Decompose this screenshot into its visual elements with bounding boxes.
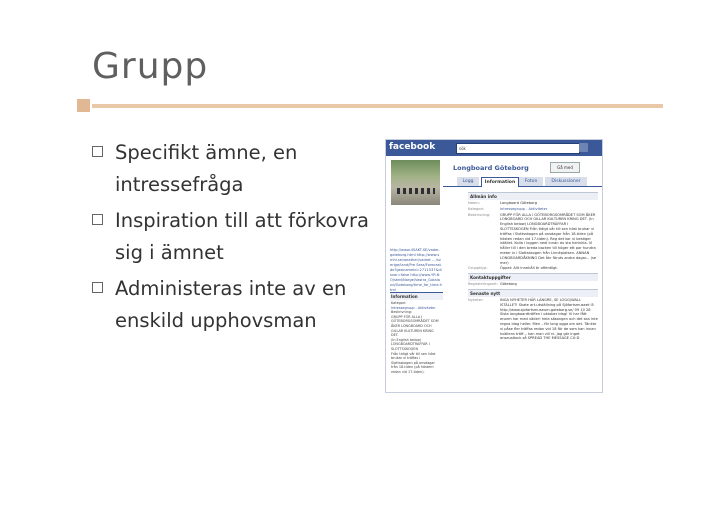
info-row — [468, 266, 598, 271]
info-key: Registreringsort: — [468, 282, 498, 287]
info-line: (In English below) — [391, 337, 422, 342]
info-line[interactable]: Intressegrupp - Aktiviteter — [391, 305, 436, 310]
title-divider — [92, 104, 663, 108]
info-line: Från tidigt vår till sen höst brukar vi träffas i Slottsskogen på onsdagar från 18-tiden (på höstem redan vid 17-tiden). — [391, 351, 436, 374]
bullet-box-icon — [92, 146, 103, 157]
join-group-button[interactable]: Gå med — [550, 162, 580, 173]
section-heading: Allmän info — [468, 192, 598, 200]
tab-foton[interactable]: Foton — [519, 177, 543, 186]
weather-links[interactable]: http://www.4SAKT.SE/vader-goteborg.html http://www.smhi.se/weather/vadret -- /sverige/land/Pre Sess/Forecast.do?geonameid=2711537&disvar=false http://www.YR.NO/sted/Norge/Vastra_Gotaland/Goteborg/time_for_time.html — [390, 248, 443, 292]
facebook-group-screenshot — [385, 139, 603, 393]
slide-title: Grupp — [92, 46, 209, 87]
bullet-text: Specifikt ämne, en intressefråga — [115, 141, 298, 196]
info-key: Kategori: — [468, 206, 485, 211]
bullet-box-icon — [92, 282, 103, 293]
info-line: LONGBOARDTRÄFFAR I SLOTTSSKOGEN — [391, 342, 430, 351]
bullet-item — [92, 137, 372, 201]
facebook-logo: facebook — [389, 142, 436, 152]
info-key: Beskrivning: — [468, 212, 491, 217]
info-row — [468, 282, 598, 287]
title-accent-square — [77, 99, 90, 112]
section-heading: Kontaktuppgifter — [468, 273, 598, 281]
info-value: INGA NYHETER HÄR LÄNGRE, SE LOGG/WALL ISTÄLLET! Skate art-utställning på Sjöfartsmuseet i5 http://www.sjofartsmuseum.goteborg.se/ 09 10 28 Sista longboardträffen i oktober idag! Vi har fått enorm har med väder! hela säsongen och det ska inte regna idag heller. Men – för long ogga om det. Tänkte vi påse fler träffas redan vid 18 för de som kan innan kvällens träff... kan man vill ni. Jag gör inget ansaustlock så SPREAD THE MESSAGE CU:D — [500, 297, 598, 341]
search-icon[interactable] — [579, 143, 588, 152]
group-info-panel — [468, 190, 598, 341]
bullet-text: Administeras inte av en enskild upphovsman — [115, 277, 347, 332]
search-input[interactable]: sök — [456, 143, 580, 154]
info-sidebar-heading: Information — [390, 293, 443, 300]
info-row — [468, 213, 598, 266]
info-value: Göteborg — [500, 282, 517, 287]
info-sidebar-box — [390, 292, 443, 376]
bullet-text: Inspiration till att förkovra sig i ämnet — [115, 209, 369, 264]
info-key: Namn: — [468, 201, 480, 205]
facebook-top-bar — [386, 140, 602, 156]
info-key: Gruppttyp: — [468, 266, 488, 271]
info-line: Beskrivning: — [391, 310, 413, 315]
info-row — [468, 207, 598, 212]
info-line: GRUPP FÖR ALLA I GÖTEBORGSOMRÅDET SOM ÅKER LONGBOARD OCH GILLAR KULTUREN KRING DET. — [391, 314, 439, 338]
info-value: Longboard Göteborg — [500, 201, 537, 205]
bullet-item — [92, 205, 372, 269]
bullet-list — [92, 137, 372, 341]
tab-information[interactable]: Information — [481, 177, 519, 187]
group-photo — [391, 160, 440, 205]
info-value: Öppet: Allt innehåll är offentligt. — [500, 266, 558, 271]
group-name: Longboard Göteborg — [453, 164, 529, 172]
info-value: GRUPP FÖR ALLA I GÖTEBORGSOMRÅDET SOM ÅKER LONGBOARD OCH GILLAR KULTUREN KRING DET. (In English below) LONGBOARDTRÄFFAR I SLOTTSSKOGEN Från tidigt vår till sen höst brukar vi träffas i Slottsskogen på onsdagar från 18-tiden (på hösten redan vid 17-tiden). Reg det kor vi bestiger istället. Kolla i loggen nedi innan du sta herinkla. Vi håller till i den breda backen till höger ett par hundra meter in i Slottsskogen från Linnéplatsen. ANNAN LONGBOARDÅKNING Det åkr föruts andra dagar... (se mer) — [500, 212, 597, 265]
group-tabs — [443, 177, 602, 187]
info-row — [468, 298, 598, 341]
tab-diskussioner[interactable]: Diskussioner — [545, 177, 587, 186]
category-link[interactable]: Intressegrupp - Aktiviteter — [500, 206, 548, 211]
section-heading: Senaste nytt — [468, 289, 598, 297]
info-sidebar-text — [390, 300, 443, 376]
info-row — [468, 201, 598, 206]
bullet-box-icon — [92, 214, 103, 225]
tab-logg[interactable]: Logg — [457, 177, 479, 186]
bullet-item — [92, 273, 372, 337]
info-key: Nyheter: — [468, 297, 484, 302]
info-line: Kategori: — [391, 301, 407, 305]
